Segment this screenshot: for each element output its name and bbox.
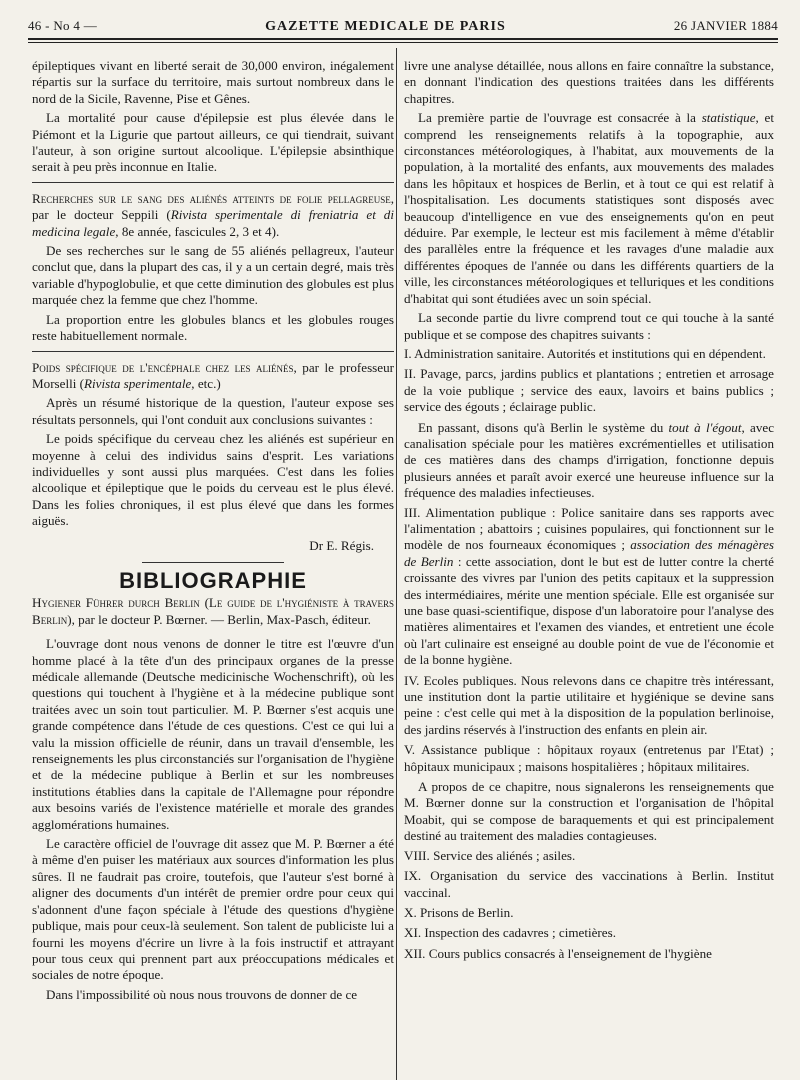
paragraph (404, 110, 774, 307)
chapter-item (404, 505, 774, 669)
text-run: III. Alimentation publique : Police sanitaire dans ses rapports avec l'alimentation ; abattoirs ; cuisines populaires, qui fonctionnent sur le modèle de nos fourneaux économiques ; (404, 504, 774, 553)
page-number-block: 46 - No 4 — (28, 18, 98, 33)
chapter-item: XII. Cours publics consacrés à l'enseignement de l'hygiène (404, 945, 712, 961)
header-rule-thick (28, 38, 778, 40)
paragraph: De ses recherches sur le sang de 55 aliénés pellagreux, l'auteur conclut que, dans la plupart des cas, il y a un certain degré, mais très variable d'hypoglobulie, et que cette diminution des globules est plus marquée chez la femme que chez l'homme. (32, 243, 394, 308)
paragraph: La proportion entre les globules blancs et les globules rouges reste habituellement normale. (32, 311, 394, 344)
chapter-item: IX. Organisation du service des vaccinations à Berlin. Institut vaccinal. (404, 868, 774, 900)
italic-term: association des ménagères de Berlin (404, 537, 774, 569)
paragraph: Après un résumé historique de la question, l'auteur expose ses résultats personnels, qui l'ont conduit aux conclusions suivantes : (32, 395, 394, 427)
chapter-item: X. Prisons de Berlin. (404, 904, 514, 920)
paragraph: A propos de ce chapitre, nous signalerons les renseignements que M. Bœrner donne sur la construction et l'organisation de l'hôpital Moabit, qui se compose de baraquements et qui est principalement destiné au traitement des maladies contagieuses. (404, 779, 774, 844)
paragraph: L'ouvrage dont nous venons de donner le titre est l'œuvre d'un homme placé à la tête d'un des principaux organes de la presse médicale allemande (Deutsche medicinische Wochenschrift), où les questions qui touchent à l'hygiène et à la médecine publique sont traitées avec un soin tout particulier. M. P. Bœrner s'est acquis une grande compétence dans l'étude de ces questions. C'est ce qui lui a valu la mission officielle de réunir, dans un travail d'ensemble, les renseignements les plus circonstanciés sur l'organisation de l'hygiène et de la médecine publique à Berlin et sur les nombreuses institutions établies dans la capitale de l'Allemagne pour répondre aux besoins variés de l'existence matérielle et morale des grandes agglomérations humaines. (32, 636, 394, 832)
chapter-item: II. Pavage, parcs, jardins publics et plantations ; entretien et arrosage de la voie publique ; service des eaux, lavoirs et bains publics ; service des égouts ; éclairage public. (404, 366, 774, 415)
article-reference: , etc.) (191, 375, 221, 391)
paragraph: Dans l'impossibilité où nous nous trouvons de donner de ce (46, 986, 358, 1002)
paragraph: livre une analyse détaillée, nous allons en faire connaître la substance, en donnant l'indication des questions traitées dans les différents chapitres. (404, 58, 774, 106)
italic-term: tout à l'égout (668, 419, 742, 435)
chapter-item: V. Assistance publique : hôpitaux royaux (entretenus par l'Etat) ; hôpitaux municipaux ; maisons hospitalières ; hôpitaux militaires. (404, 742, 774, 774)
issue-number: No 4 (53, 18, 81, 33)
text-run: La première partie de l'ouvrage est consacrée à la (418, 110, 702, 126)
chapter-item: VIII. Service des aliénés ; asiles. (404, 847, 576, 863)
issue-date: 26 JANVIER 1884 (673, 18, 778, 33)
chapter-item: IV. Ecoles publiques. Nous relevons dans ce chapitre très intéressant, une institution dont la partie utilitaire et hygiénique se devine sans peine : c'est celle qui met à la disposition de la population berlinoise, des jardins réservés à l'instruction des enfants en plein air. (404, 672, 774, 737)
article-heading (32, 191, 394, 240)
separator-rule (142, 562, 284, 563)
right-column (404, 58, 774, 966)
journal-name: Rivista sperimentale di freniatria et di medicina legale (32, 207, 394, 239)
review-title: Hygiener Führer durch Berlin (Le guide de l'hygiéniste à travers Berlin) (32, 595, 394, 627)
article-byline: , par le docteur Seppili ( (32, 190, 394, 223)
text-run: En passant, disons qu'à Berlin le système du (418, 419, 669, 435)
newspaper-title: GAZETTE MEDICALE DE PARIS (265, 19, 506, 34)
review-byline: , par le docteur P. Bœrner. — Berlin, Max-Pasch, éditeur. (71, 611, 371, 627)
paragraph: épileptiques vivant en liberté serait de 30,000 environ, inégalement répartis sur la surface du territoire, mais surtout nombreux dans le nord de la Sicile, Ravenne, Pise et Gênes. (32, 58, 394, 106)
article-heading (32, 360, 394, 393)
journal-name: Rivista sperimentale (84, 375, 192, 391)
header-rule-thin (28, 42, 778, 43)
italic-term: statistique (701, 110, 756, 126)
section-rule (32, 351, 394, 352)
text-run: : cette association, dont le but est de lutter contre la cherté croissante des vivres par l'union des petits capitaux et la suppression des intermédiaires, mérite une mention spéciale. Elle est organisée sur une base quasi-scientifique, dispose d'un laboratoire pour l'analyse des matières alimentaires et l'examen des viandes, et entretient une école où l'art culinaire est enseigné au double point de vue de l'économie et de la bonne hygiène. (404, 553, 774, 668)
text-run: , avec canalisation spéciale pour les matières excrémentielles et utilisation de ces matières dans des champs d'irrigation, fonctionne depuis plusieurs années et paraît avoir exercé une heureuse influence sur la fréquence des maladies infectieuses. (404, 419, 775, 501)
page-header (28, 18, 778, 40)
column-divider (396, 48, 397, 1080)
paragraph: Le poids spécifique du cerveau chez les aliénés est supérieur en moyenne à celui des individus sains d'esprit. Les variations individuelles y sont aussi plus marquées. C'est dans les folies alcoolique et épileptique que le poids du cerveau est le plus élevé. Dans les folies chroniques, il est plus élevé que dans les formes aiguës. (32, 431, 394, 529)
text-run: , et comprend les renseignements relatifs à la topographie, aux circonstances météorologiques, à l'habitat, aux mouvements de la population, à la mortalité des enfants, aux mouvements des malades dans les hôpitaux et hospices de Berlin, et à tout ce qui est relatif à l'hospitalisation. Les documents statistiques sont disposés avec beaucoup d'intelligence en vue des enseignements qu'on en peut déduire. Par exemple, le lecteur est mis facilement à même d'établir des parallèles entre la fréquence et les ravages d'une maladie aux différentes époques de l'année ou dans les différents quartiers de la ville, les circonstances météorologiques et telluriques et les conditions d'habitat qui sont étudiées avec un soin spécial. (404, 110, 775, 306)
paragraph: La seconde partie du livre comprend tout ce qui touche à la santé publique et se compose des chapitres suivants : (404, 310, 774, 342)
paragraph: Le caractère officiel de l'ouvrage dit assez que M. P. Bœrner a été à même d'en puiser les matériaux aux sources d'information les plus sûres. Il ne faudrait pas croire, toutefois, que l'auteur s'est borné à aligner des documents d'un intérêt de premier ordre pour ceux qui s'adonnent d'une façon spéciale à l'étude des questions d'hygiène publique, mais pour ceux-là seulement. Son talent de publiciste lui a fourni les moyens d'écrire un livre à la fois instructif et attrayant pour tous ceux qui prennent part aux préoccupations médicales et sociales de notre époque. (32, 836, 394, 983)
chapter-item: XI. Inspection des cadavres ; cimetières. (404, 925, 616, 941)
author-signature: Dr E. Régis. (309, 537, 374, 553)
page-number: 46 (28, 18, 42, 33)
review-heading (32, 595, 394, 628)
article-title: Poids spécifique de l'encéphale chez les aliénés (32, 359, 294, 375)
article-reference: , 8e année, fascicules 2, 3 et 4). (115, 223, 280, 239)
article-byline: , par le professeur Morselli ( (32, 359, 394, 391)
section-heading: BIBLIOGRAPHIE (119, 567, 307, 593)
section-rule (32, 182, 394, 183)
paragraph (404, 420, 774, 502)
chapter-item: I. Administration sanitaire. Autorités et institutions qui en dépendent. (404, 345, 766, 361)
paragraph: La mortalité pour cause d'épilepsie est plus élevée dans le Piémont et la Ligurie que partout ailleurs, ce qui tiendrait, suivant l'auteur, à son origine surtout alcoolique. L'épilepsie absinthique serait à peu près inconnue en Italie. (32, 110, 394, 175)
left-column (32, 58, 394, 1006)
article-title: Recherches sur le sang des aliénés atteints de folie pellagreuse (32, 190, 391, 206)
